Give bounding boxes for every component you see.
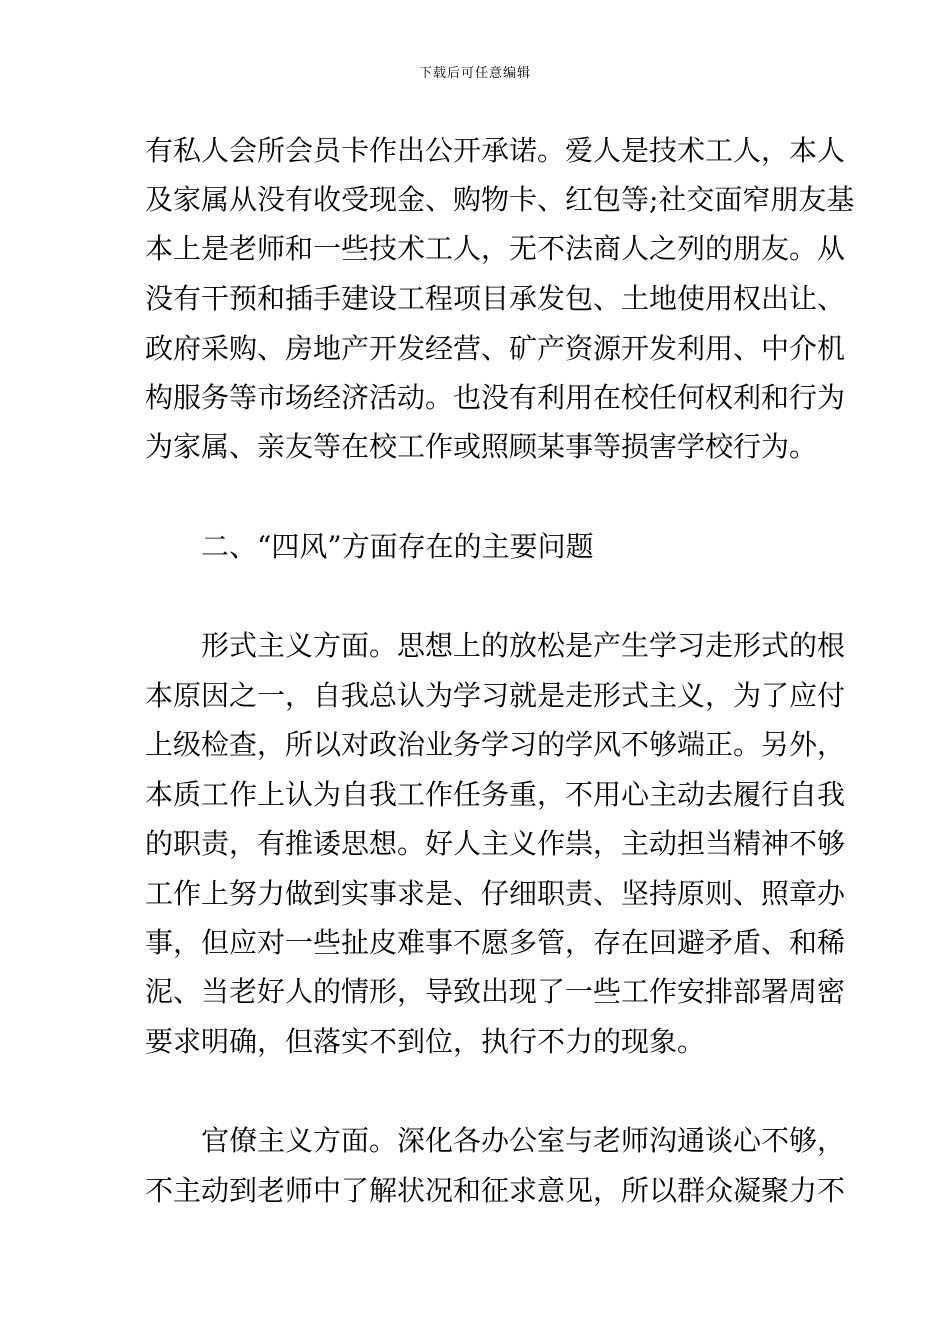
text-line: 上级检查，所以对政治业务学习的学风不够端正。另外，	[145, 728, 846, 761]
page-header: 下载后可任意编辑	[418, 66, 531, 81]
text-line: 形式主义方面。思想上的放松是产生学习走形式的根	[145, 629, 846, 662]
text-line: 要求明确，但落实不到位，执行不力的现象。	[145, 1025, 706, 1058]
text-line: 没有干预和插手建设工程项目承发包、土地使用权出让、	[145, 282, 846, 315]
text-line: 政府采购、房地产开发经营、矿产资源开发利用、中介机	[145, 332, 846, 365]
text-line: 的职责，有推诿思想。好人主义作祟，主动担当精神不够	[145, 827, 846, 860]
text-line: 泥、当老好人的情形，导致出现了一些工作安排部署周密	[145, 975, 846, 1008]
text-line: 事，但应对一些扯皮难事不愿多管，存在回避矛盾、和稀	[145, 926, 846, 959]
text-line: 构服务等市场经济活动。也没有利用在校任何权利和行为	[145, 381, 846, 414]
text-line: 本质工作上认为自我工作任务重，不用心主动去履行自我	[145, 778, 846, 811]
text-line: 官僚主义方面。深化各办公室与老师沟通谈心不够，	[145, 1124, 846, 1157]
text-line: 本上是老师和一些技术工人，无不法商人之列的朋友。从	[145, 232, 846, 265]
text-line: 本原因之一，自我总认为学习就是走形式主义，为了应付	[145, 679, 846, 712]
text-line: 为家属、亲友等在校工作或照顾某事等损害学校行为。	[145, 430, 818, 463]
text-line: 及家属从没有收受现金、购物卡、红包等;社交面窄朋友基	[145, 183, 855, 216]
text-line: 有私人会所会员卡作出公开承诺。爱人是技术工人，本人	[145, 134, 846, 167]
text-line: 不主动到老师中了解状况和征求意见，所以群众凝聚力不	[145, 1174, 846, 1207]
section-heading: 二、“四风”方面存在的主要问题	[145, 530, 594, 563]
text-line: 工作上努力做到实事求是、仔细职责、坚持原则、照章办	[145, 877, 846, 910]
